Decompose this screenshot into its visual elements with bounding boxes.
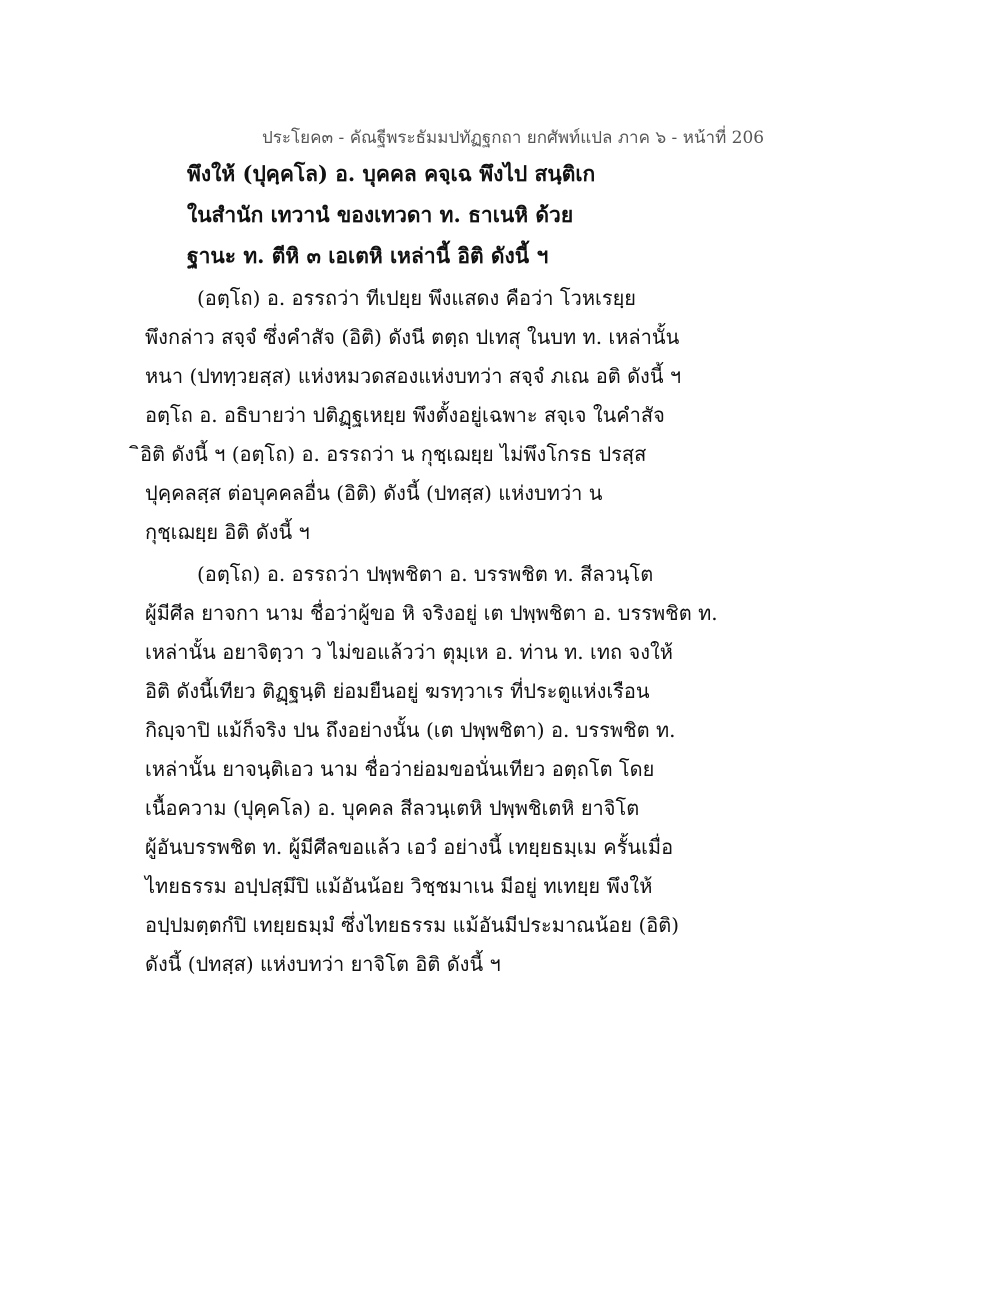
body-line-1: (อตฺโถ) อ. อรรถว่า ทีเปยฺย พึงแสดง คือว่า โวหเรยฺย — [197, 286, 637, 310]
body-line-3: หนา (ปททฺวยสฺส) แห่งหมวดสองแห่งบทว่า สจฺจํ ภเณ อติ ดังนี้ ฯ — [145, 364, 682, 388]
body-line-5: ิอิติ ดังนี้ ฯ (อตฺโถ) อ. อรรถว่า น กุชฺเฌยฺย ไม่พึงโกรธ ปรสฺส — [140, 442, 647, 466]
body-line-14: เนื้อความ (ปุคฺคโล) อ. บุคคล สีลวนฺเตหิ ปพฺพชิเตหิ ยาจิโต — [145, 796, 640, 820]
body-line-4: อตฺโถ อ. อธิบายว่า ปติฏฺฐเหยฺย พึงตั้งอยู่เฉพาะ สจฺเจ ในคำสัจ — [145, 403, 665, 427]
body-line-12: กิญฺจาปิ แม้ก็จริง ปน ถึงอย่างนั้น (เต ปพฺพชิตา) อ. บรรพชิต ท. — [145, 718, 676, 742]
body-line-16: ไทยธรรม อปฺปสฺมึปิ แม้อันน้อย วิชฺชมาเน มีอยู่ ทเทยฺย พึงให้ — [145, 874, 653, 898]
body-line-7: กุชฺเฌยฺย อิติ ดังนี้ ฯ — [145, 520, 310, 544]
body-line-11: อิติ ดังนี้เทียว ติฏฺฐนฺติ ย่อมยืนอยู่ ฆรทฺวาเร ที่ประตูแห่งเรือน — [145, 679, 650, 703]
bold-line-3: ฐานะ ท. ตีหิ ๓ เอเตหิ เหล่านี้ อิติ ดังนี้ ฯ — [187, 243, 549, 268]
body-line-18: ดังนี้ (ปทสฺส) แห่งบทว่า ยาจิโต อิติ ดังนี้ ฯ — [145, 952, 501, 976]
body-line-6: ปุคฺคลสฺส ต่อบุคคลอื่น (อิติ) ดังนี้ (ปทสฺส) แห่งบทว่า น — [145, 481, 603, 505]
body-line-13: เหล่านั้น ยาจนฺติเอว นาม ชื่อว่าย่อมขอนั่นเทียว อตฺถโต โดย — [145, 757, 655, 781]
body-line-17: อปฺปมตฺตกํปิ เทยฺยธมฺมํ ซึ่งไทยธรรม แม้อันมีประมาณน้อย (อิติ) — [145, 913, 680, 937]
body-line-8: (อตฺโถ) อ. อรรถว่า ปพฺพชิตา อ. บรรพชิต ท. สีลวนฺโต — [197, 562, 654, 586]
body-line-2: พึงกล่าว สจฺจํ ซึ่งคำสัจ (อิติ) ดังนี ตตฺถ ปเทสุ ในบท ท. เหล่านั้น — [145, 325, 680, 349]
page-header: ประโยค๓ - คัณฐีพระธัมมปทัฏฐกถา ยกศัพท์แปล ภาค ๖ - หน้าที่ 206 — [262, 128, 765, 148]
body-line-10: เหล่านั้น อยาจิตฺวา ว ไม่ขอแล้วว่า ตุมฺเห อ. ท่าน ท. เทถ จงให้ — [145, 640, 673, 664]
bold-line-2: ในสำนัก เทวานํ ของเทวดา ท. ธาเนหิ ด้วย — [187, 202, 574, 227]
body-line-15: ผู้อันบรรพชิต ท. ผู้มีศีลขอแล้ว เอวํ อย่างนี้ เทยฺยธมฺเม ครั้นเมื่อ — [145, 835, 674, 859]
bold-line-1: พึงให้ (ปุคฺคโล) อ. บุคคล คจฺเฉ พึงไป สนฺติเก — [187, 161, 596, 186]
body-line-9: ผู้มีศีล ยาจกา นาม ชื่อว่าผู้ขอ หิ จริงอยู่ เต ปพฺพชิตา อ. บรรพชิต ท. — [145, 601, 718, 625]
